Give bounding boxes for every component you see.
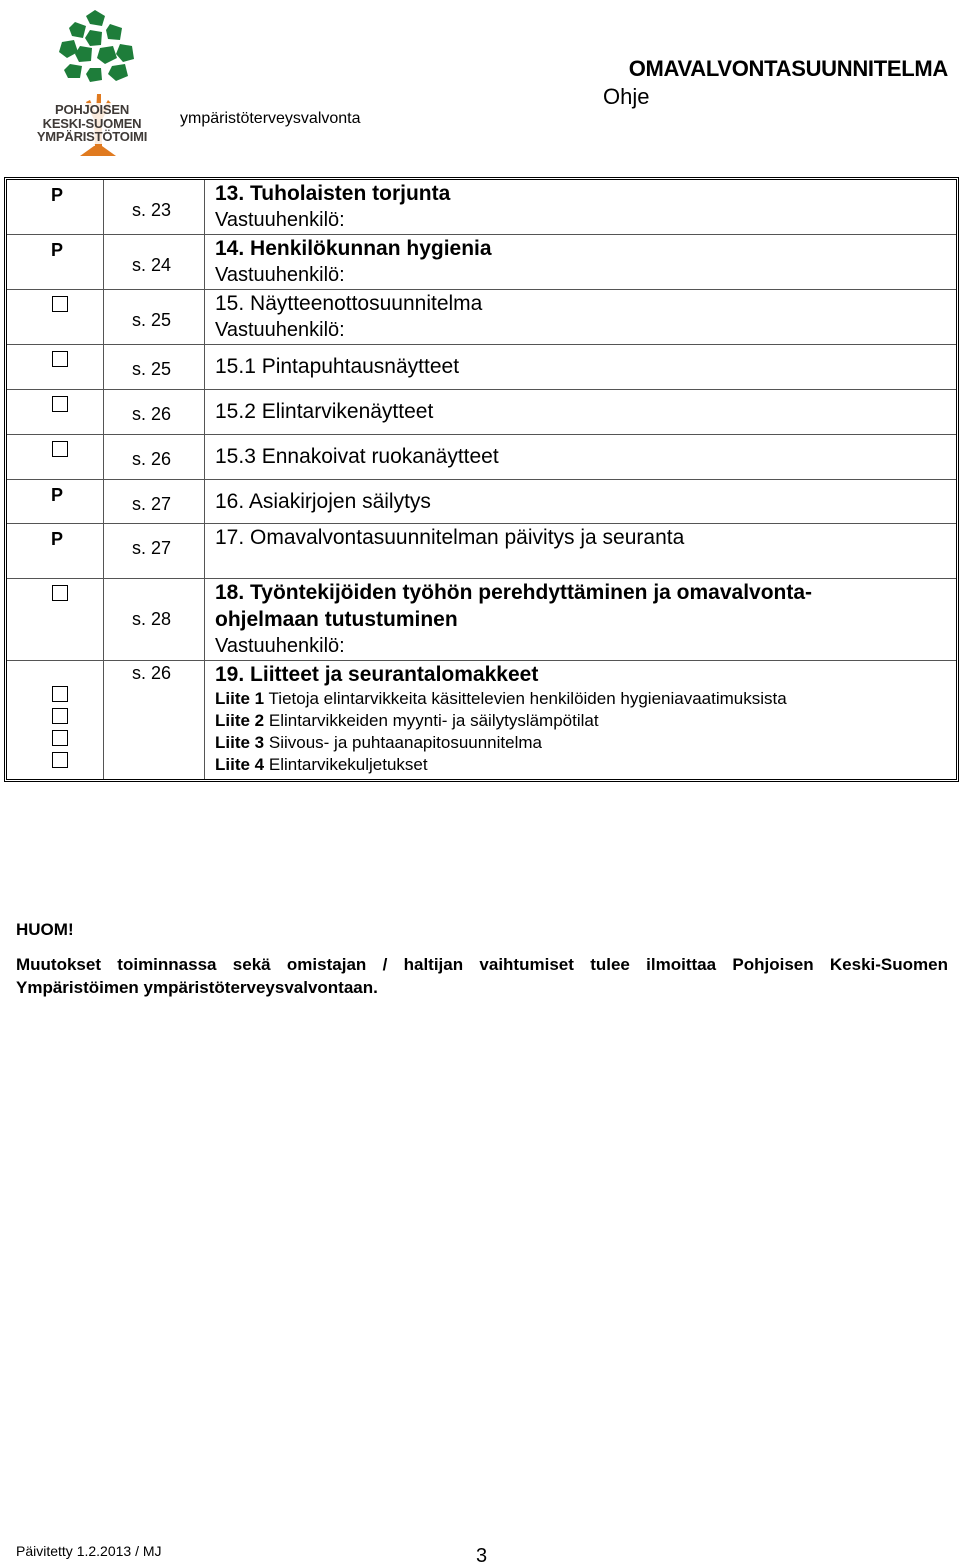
unit-name: ympäristöterveysvalvonta [180,110,361,127]
attachment-text: Elintarvikekuljetukset [268,755,428,774]
responsible-person-field[interactable]: Vastuuhenkilö: [215,264,345,286]
page-reference: s. 25 [132,310,172,330]
document-subtitle: Ohje [603,84,650,109]
attachment-item [215,688,956,710]
checkbox[interactable] [52,441,68,457]
attachment-text: Tietoja elintarvikkeita käsittelevien henkilöiden hygieniavaatimuksista [268,689,787,708]
page-reference: s. 26 [132,449,172,469]
p-mark: P [51,485,64,505]
page-reference: s. 27 [132,538,172,558]
attachment-text: Elintarvikkeiden myynti- ja säilytyslämpötilat [268,711,599,730]
logo-wordmark [22,103,162,144]
table-row [7,180,956,235]
section-title: 16. Asiakirjojen säilytys [215,490,431,513]
section-title-continued: ohjelmaan tutustuminen [215,608,458,631]
note-heading: HUOM! [16,920,74,939]
checkbox[interactable] [52,752,68,768]
section-title: 15.2 Elintarvikenäytteet [215,400,434,423]
organization-logo [22,8,162,158]
section-title: 13. Tuholaisten torjunta [215,182,451,205]
table-row [7,345,956,390]
logo-line: KESKI-SUOMEN [22,117,162,131]
updated-date: Päivitetty 1.2.2013 / MJ [16,1543,162,1559]
section-title: 17. Omavalvontasuunnitelman päivitys ja seuranta [215,526,685,549]
table-row [7,524,956,579]
page-reference: s. 24 [132,255,172,275]
table-row [7,235,956,290]
checkbox[interactable] [52,585,68,601]
note-text: Muutokset toiminnassa sekä omistajan / haltijan vaihtumiset tulee ilmoittaa Pohjoisen Keski-Suomen Ympäristöimen ympäristöterveysvalvontaan. [16,955,948,997]
table-row [7,390,956,435]
section-title: 15.3 Ennakoivat ruokanäytteet [215,445,499,468]
checkbox[interactable] [52,730,68,746]
page-reference: s. 26 [132,404,172,424]
contents-table [4,177,959,782]
page-reference: s. 23 [132,200,172,220]
attachment-item [215,754,956,776]
page-reference: s. 28 [132,609,172,629]
page-reference: s. 27 [132,494,172,514]
section-title: 18. Työntekijöiden työhön perehdyttäminen ja omavalvonta- [215,581,813,604]
checkbox[interactable] [52,296,68,312]
attachment-label: Liite 4 [215,755,265,774]
table-row [7,480,956,524]
checkbox[interactable] [52,396,68,412]
attachment-label: Liite 1 [215,689,265,708]
p-mark: P [51,185,64,205]
table-row [7,579,956,661]
responsible-person-field[interactable]: Vastuuhenkilö: [215,319,345,341]
attachment-label: Liite 2 [215,711,265,730]
checkbox[interactable] [52,708,68,724]
table-row [7,661,956,779]
table-row [7,290,956,345]
logo-line: POHJOISEN [22,103,162,117]
page-number: 3 [476,1545,488,1567]
page-reference: s. 25 [132,359,172,379]
responsible-person-field[interactable]: Vastuuhenkilö: [215,635,345,657]
attachment-item [215,710,956,732]
attachment-item [215,732,956,754]
section-title: 19. Liitteet ja seurantalomakkeet [215,663,539,686]
responsible-person-field[interactable]: Vastuuhenkilö: [215,209,345,231]
p-mark: P [51,529,64,549]
table-row [7,435,956,480]
section-title: 15. Näytteenottosuunnitelma [215,292,483,315]
attachment-label: Liite 3 [215,733,265,752]
document-title: OMAVALVONTASUUNNITELMA [628,56,948,81]
attachment-text: Siivous- ja puhtaanapitosuunnitelma [268,733,542,752]
p-mark: P [51,240,64,260]
page-reference: s. 26 [132,663,172,683]
checkbox[interactable] [52,686,68,702]
checkbox[interactable] [52,351,68,367]
section-title: 14. Henkilökunnan hygienia [215,237,492,260]
section-title: 15.1 Pintapuhtausnäytteet [215,355,460,378]
logo-line: YMPÄRISTÖTOIMI [22,130,162,144]
